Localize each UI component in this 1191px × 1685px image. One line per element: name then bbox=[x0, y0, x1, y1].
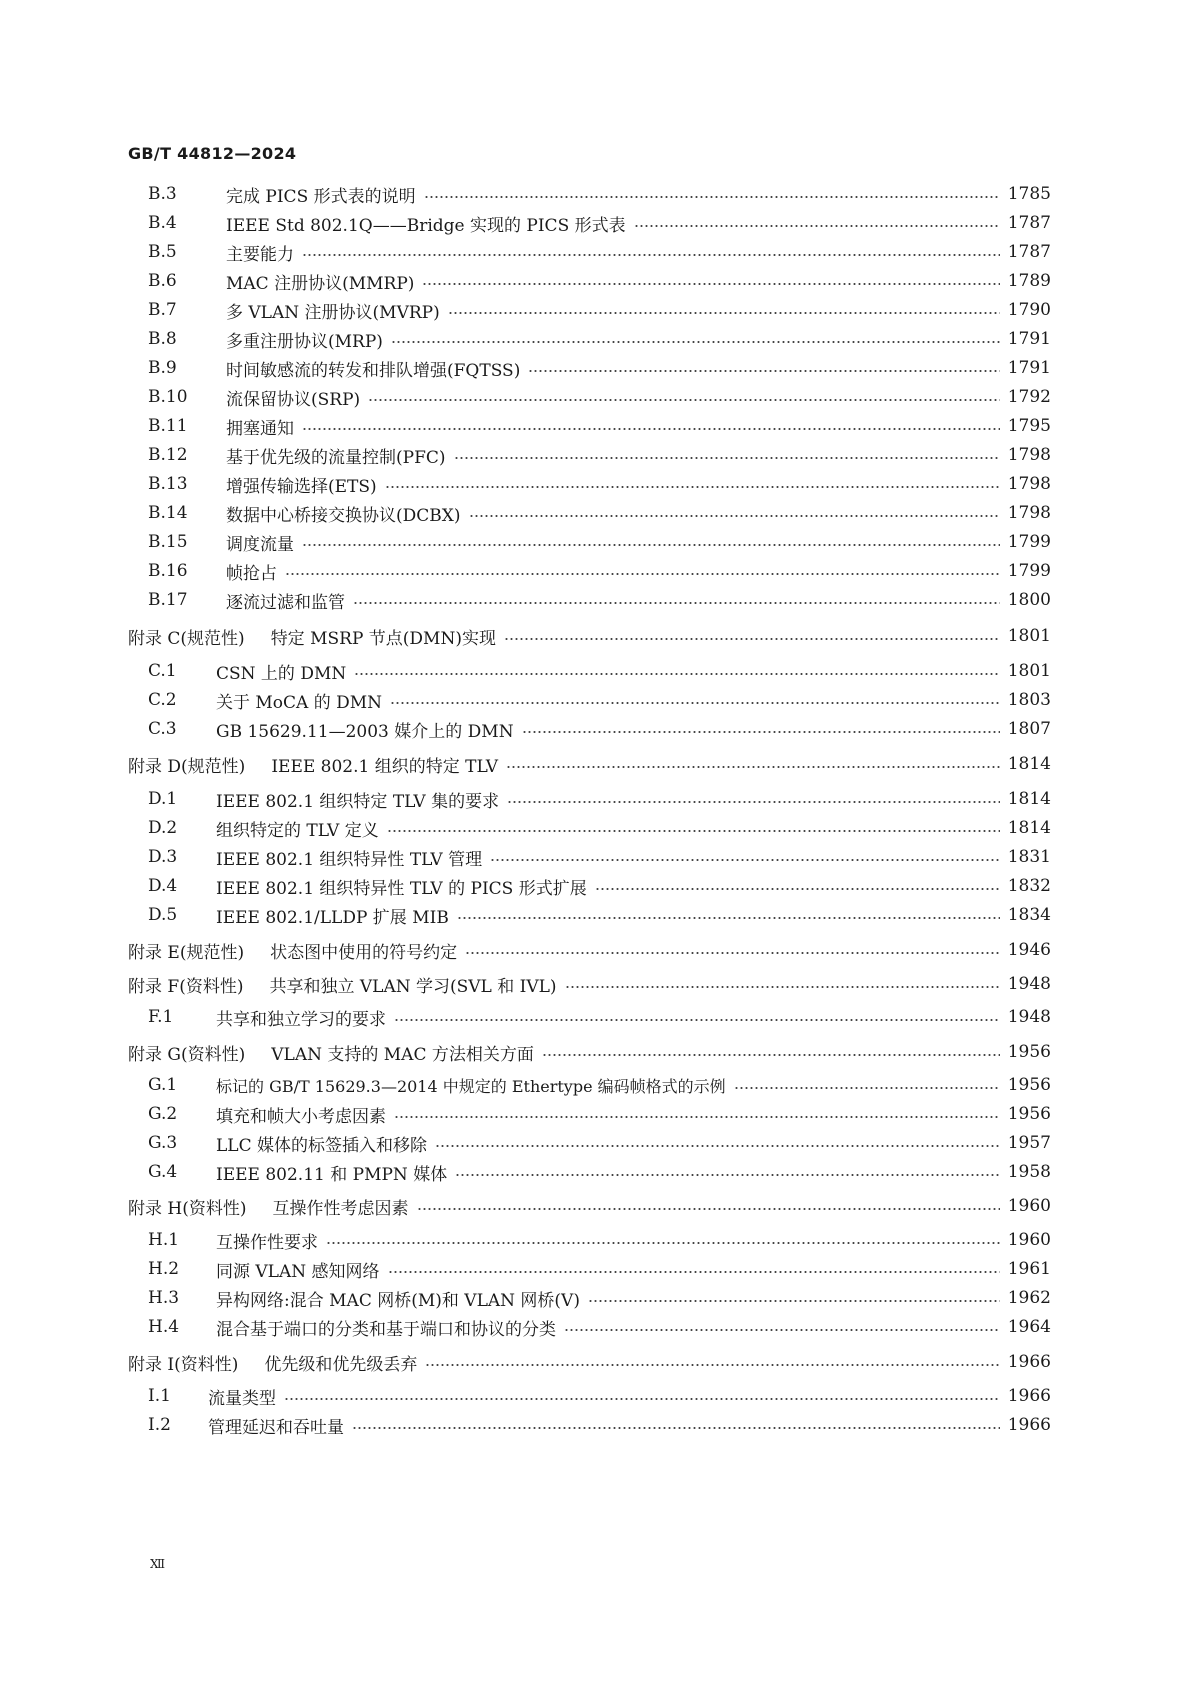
toc-entry[interactable] bbox=[148, 1257, 1051, 1281]
toc-title: 优先级和优先级丢弃 bbox=[264, 1354, 418, 1375]
toc-entry[interactable] bbox=[148, 588, 1051, 612]
toc-label: B.4 bbox=[148, 213, 177, 233]
toc-page: 1961 bbox=[1007, 1259, 1051, 1279]
toc-entry[interactable] bbox=[148, 1073, 1051, 1097]
toc-entry[interactable] bbox=[148, 501, 1051, 525]
toc-page: 1966 bbox=[1007, 1386, 1051, 1406]
toc-page: 1960 bbox=[1007, 1230, 1051, 1250]
dot-leader bbox=[522, 731, 1000, 733]
toc-title: IEEE 802.11 和 PMPN 媒体 bbox=[216, 1164, 448, 1185]
toc-page: 1798 bbox=[1007, 503, 1051, 523]
toc-title: 流量类型 bbox=[208, 1388, 276, 1409]
toc-label: D.1 bbox=[148, 789, 178, 809]
dot-leader bbox=[588, 1300, 1000, 1302]
toc-entry[interactable] bbox=[148, 845, 1051, 869]
dot-leader bbox=[302, 428, 1000, 430]
dot-leader bbox=[455, 1174, 1000, 1176]
dot-leader bbox=[734, 1087, 1000, 1089]
toc-label: D.2 bbox=[148, 818, 178, 838]
toc-page: 1795 bbox=[1007, 416, 1051, 436]
toc-entry[interactable] bbox=[148, 211, 1051, 235]
toc-title: 调度流量 bbox=[226, 534, 294, 555]
toc-page: 1791 bbox=[1007, 329, 1051, 349]
dot-leader bbox=[394, 1019, 1000, 1021]
toc-label: 附录 I(资料性) bbox=[128, 1354, 239, 1375]
toc-entry[interactable] bbox=[148, 559, 1051, 583]
toc-title: IEEE 802.1 组织特异性 TLV 的 PICS 形式扩展 bbox=[216, 878, 587, 899]
toc-title: GB 15629.11—2003 媒介上的 DMN bbox=[216, 721, 514, 742]
toc-entry[interactable] bbox=[148, 1315, 1051, 1339]
dot-leader bbox=[542, 1054, 1000, 1056]
toc-entry[interactable] bbox=[148, 414, 1051, 438]
toc-appendix-entry[interactable] bbox=[128, 752, 1051, 776]
dot-leader bbox=[564, 1329, 1000, 1331]
toc-label: D.5 bbox=[148, 905, 178, 925]
toc-entry[interactable] bbox=[148, 816, 1051, 840]
toc-entry[interactable] bbox=[148, 688, 1051, 712]
toc-page: 1799 bbox=[1007, 561, 1051, 581]
toc-title: 完成 PICS 形式表的说明 bbox=[226, 186, 416, 207]
toc-entry[interactable] bbox=[148, 717, 1051, 741]
dot-leader bbox=[394, 1116, 1000, 1118]
toc-entry[interactable] bbox=[148, 472, 1051, 496]
toc-entry[interactable] bbox=[148, 1286, 1051, 1310]
toc-entry[interactable] bbox=[148, 443, 1051, 467]
toc-title: 数据中心桥接交换协议(DCBX) bbox=[226, 505, 461, 526]
toc-page: 1801 bbox=[1007, 661, 1051, 681]
toc-title: CSN 上的 DMN bbox=[216, 663, 347, 684]
toc-label: D.4 bbox=[148, 876, 178, 896]
dot-leader bbox=[565, 986, 1000, 988]
toc-appendix-entry[interactable] bbox=[128, 972, 1051, 996]
toc-title: IEEE Std 802.1Q——Bridge 实现的 PICS 形式表 bbox=[226, 215, 626, 236]
toc-title: IEEE 802.1/LLDP 扩展 MIB bbox=[216, 907, 449, 928]
toc-page: 1966 bbox=[1007, 1352, 1051, 1372]
toc-entry[interactable] bbox=[148, 356, 1051, 380]
dot-leader bbox=[391, 341, 1000, 343]
dot-leader bbox=[284, 1398, 1000, 1400]
toc-label: I.2 bbox=[148, 1415, 171, 1435]
toc-page: 1956 bbox=[1007, 1042, 1051, 1062]
toc-label: H.2 bbox=[148, 1259, 180, 1279]
toc-entry[interactable] bbox=[148, 659, 1051, 683]
dot-leader bbox=[422, 283, 999, 285]
dot-leader bbox=[457, 917, 1000, 919]
toc-entry[interactable] bbox=[148, 903, 1051, 927]
toc-label: 附录 G(资料性) bbox=[128, 1044, 246, 1065]
toc-page: 1801 bbox=[1007, 626, 1051, 646]
toc-entry[interactable] bbox=[148, 1131, 1051, 1155]
toc-title: 组织特定的 TLV 定义 bbox=[216, 820, 379, 841]
toc-page: 1799 bbox=[1007, 532, 1051, 552]
toc-page: 1814 bbox=[1007, 818, 1051, 838]
dot-leader bbox=[326, 1242, 1000, 1244]
toc-entry[interactable] bbox=[148, 385, 1051, 409]
dot-leader bbox=[435, 1145, 1000, 1147]
toc-title: 互操作性要求 bbox=[216, 1232, 318, 1253]
toc-appendix-entry[interactable] bbox=[128, 1350, 1051, 1374]
toc-title: 共享和独立 VLAN 学习(SVL 和 IVL) bbox=[269, 976, 557, 997]
toc-title: 时间敏感流的转发和排队增强(FQTSS) bbox=[226, 360, 521, 381]
toc-label: D.3 bbox=[148, 847, 178, 867]
toc-title: 基于优先级的流量控制(PFC) bbox=[226, 447, 446, 468]
page-number: Ⅻ bbox=[150, 1557, 166, 1571]
toc-page: 1946 bbox=[1007, 940, 1051, 960]
dot-leader bbox=[368, 399, 1000, 401]
toc-appendix-entry[interactable] bbox=[128, 1040, 1051, 1064]
toc-appendix-entry[interactable] bbox=[128, 1194, 1051, 1218]
toc-title: IEEE 802.1 组织的特定 TLV bbox=[271, 756, 499, 777]
toc-title: VLAN 支持的 MAC 方法相关方面 bbox=[271, 1044, 534, 1065]
dot-leader bbox=[465, 952, 1000, 954]
toc-page: 1962 bbox=[1007, 1288, 1051, 1308]
toc-label: B.14 bbox=[148, 503, 188, 523]
dot-leader bbox=[595, 888, 1000, 890]
toc-entry[interactable] bbox=[148, 787, 1051, 811]
toc-label: B.16 bbox=[148, 561, 188, 581]
toc-label: H.1 bbox=[148, 1230, 180, 1250]
toc-title: 拥塞通知 bbox=[226, 418, 294, 439]
toc-title: 标记的 GB/T 15629.3—2014 中规定的 Ethertype 编码帧格式的示例 bbox=[216, 1076, 726, 1096]
toc-title: 共享和独立学习的要求 bbox=[216, 1009, 386, 1030]
toc-entry[interactable] bbox=[148, 240, 1051, 264]
toc-label: B.8 bbox=[148, 329, 177, 349]
toc-page: 1958 bbox=[1007, 1162, 1051, 1182]
dot-leader bbox=[424, 196, 1000, 198]
dot-leader bbox=[490, 859, 1000, 861]
toc-title: LLC 媒体的标签插入和移除 bbox=[216, 1135, 427, 1156]
toc-label: 附录 E(规范性) bbox=[128, 942, 245, 963]
toc-label: B.13 bbox=[148, 474, 188, 494]
document-code: GB/T 44812—2024 bbox=[128, 144, 297, 163]
toc-page: 1792 bbox=[1007, 387, 1051, 407]
toc-title: 异构网络:混合 MAC 网桥(M)和 VLAN 网桥(V) bbox=[216, 1290, 580, 1311]
dot-leader bbox=[353, 602, 1000, 604]
toc-appendix-entry[interactable] bbox=[128, 624, 1051, 648]
toc-label: G.2 bbox=[148, 1104, 178, 1124]
toc-label: F.1 bbox=[148, 1007, 174, 1027]
toc-page: 1785 bbox=[1007, 184, 1051, 204]
toc-title: 关于 MoCA 的 DMN bbox=[216, 692, 383, 713]
toc-title: 同源 VLAN 感知网络 bbox=[216, 1261, 380, 1282]
dot-leader bbox=[285, 573, 1000, 575]
toc-appendix-entry[interactable] bbox=[128, 938, 1051, 962]
toc-title: 流保留协议(SRP) bbox=[226, 389, 361, 410]
toc-page: 1791 bbox=[1007, 358, 1051, 378]
dot-leader bbox=[352, 1427, 1000, 1429]
toc-label: I.1 bbox=[148, 1386, 171, 1406]
toc-page: 1800 bbox=[1007, 590, 1051, 610]
toc-page: 1948 bbox=[1007, 1007, 1051, 1027]
dot-leader bbox=[385, 486, 1000, 488]
toc-page: 1948 bbox=[1007, 974, 1051, 994]
toc-entry[interactable] bbox=[148, 1228, 1051, 1252]
toc-label: C.2 bbox=[148, 690, 177, 710]
toc-page: 1789 bbox=[1007, 271, 1051, 291]
toc-page: 1832 bbox=[1007, 876, 1051, 896]
toc-label: B.12 bbox=[148, 445, 188, 465]
toc-label: B.5 bbox=[148, 242, 177, 262]
toc-title: 状态图中使用的符号约定 bbox=[270, 942, 458, 963]
toc-title: 混合基于端口的分类和基于端口和协议的分类 bbox=[216, 1319, 556, 1340]
dot-leader bbox=[354, 673, 999, 675]
toc-title: MAC 注册协议(MMRP) bbox=[226, 273, 415, 294]
dot-leader bbox=[390, 702, 1000, 704]
toc-label: 附录 H(资料性) bbox=[128, 1198, 247, 1219]
toc-page: 1787 bbox=[1007, 213, 1051, 233]
dot-leader bbox=[448, 312, 1000, 314]
toc-label: G.4 bbox=[148, 1162, 178, 1182]
toc-page: 1957 bbox=[1007, 1133, 1051, 1153]
toc-label: B.10 bbox=[148, 387, 188, 407]
toc-page: 1956 bbox=[1007, 1075, 1051, 1095]
dot-leader bbox=[454, 457, 1000, 459]
dot-leader bbox=[417, 1208, 1000, 1210]
toc-entry[interactable] bbox=[148, 874, 1051, 898]
dot-leader bbox=[504, 638, 1000, 640]
toc-entry[interactable] bbox=[148, 298, 1051, 322]
toc-title: IEEE 802.1 组织特定 TLV 集的要求 bbox=[216, 791, 500, 812]
toc-page: 1834 bbox=[1007, 905, 1051, 925]
dot-leader bbox=[506, 766, 1000, 768]
toc-title: 互操作性考虑因素 bbox=[272, 1198, 409, 1219]
toc-entry[interactable] bbox=[148, 269, 1051, 293]
toc-page: 1790 bbox=[1007, 300, 1051, 320]
toc-label: 附录 F(资料性) bbox=[128, 976, 244, 997]
toc-page: 1964 bbox=[1007, 1317, 1051, 1337]
toc-label: G.3 bbox=[148, 1133, 178, 1153]
toc-label: 附录 D(规范性) bbox=[128, 756, 246, 777]
dot-leader bbox=[302, 544, 1000, 546]
toc-label: C.3 bbox=[148, 719, 177, 739]
dot-leader bbox=[634, 225, 1000, 227]
toc-page: 1803 bbox=[1007, 690, 1051, 710]
toc-page: 1956 bbox=[1007, 1104, 1051, 1124]
toc-page: 1966 bbox=[1007, 1415, 1051, 1435]
toc-entry[interactable] bbox=[148, 1384, 1051, 1408]
toc-label: B.3 bbox=[148, 184, 177, 204]
toc-label: H.3 bbox=[148, 1288, 180, 1308]
dot-leader bbox=[528, 370, 999, 372]
toc-page: 1831 bbox=[1007, 847, 1051, 867]
toc-entry[interactable] bbox=[148, 1102, 1051, 1126]
toc-title: 多 VLAN 注册协议(MVRP) bbox=[226, 302, 440, 323]
dot-leader bbox=[387, 830, 1000, 832]
toc-title: 逐流过滤和监管 bbox=[226, 592, 345, 613]
toc-entry[interactable] bbox=[148, 1005, 1051, 1029]
toc-label: B.15 bbox=[148, 532, 188, 552]
toc-page: 1807 bbox=[1007, 719, 1051, 739]
dot-leader bbox=[302, 254, 1000, 256]
toc-title: 管理延迟和吞吐量 bbox=[208, 1417, 344, 1438]
toc-label: B.7 bbox=[148, 300, 177, 320]
toc-page: 1787 bbox=[1007, 242, 1051, 262]
toc-label: B.11 bbox=[148, 416, 188, 436]
toc-entry[interactable] bbox=[148, 182, 1051, 206]
toc-label: B.17 bbox=[148, 590, 188, 610]
toc-page: 1814 bbox=[1007, 754, 1051, 774]
toc-title: IEEE 802.1 组织特异性 TLV 管理 bbox=[216, 849, 483, 870]
toc-title: 帧抢占 bbox=[226, 563, 277, 584]
dot-leader bbox=[425, 1364, 999, 1366]
toc-entry[interactable] bbox=[148, 327, 1051, 351]
toc-title: 主要能力 bbox=[226, 244, 294, 265]
dot-leader bbox=[388, 1271, 1000, 1273]
toc-label: B.9 bbox=[148, 358, 177, 378]
toc-label: C.1 bbox=[148, 661, 177, 681]
dot-leader bbox=[469, 515, 1000, 517]
toc-title: 特定 MSRP 节点(DMN)实现 bbox=[270, 628, 496, 649]
toc-entry[interactable] bbox=[148, 1413, 1051, 1437]
toc-page: 1798 bbox=[1007, 474, 1051, 494]
toc-label: G.1 bbox=[148, 1075, 178, 1095]
toc-label: B.6 bbox=[148, 271, 177, 291]
toc-label: H.4 bbox=[148, 1317, 180, 1337]
dot-leader bbox=[507, 801, 1000, 803]
toc-entry[interactable] bbox=[148, 530, 1051, 554]
toc-title: 增强传输选择(ETS) bbox=[226, 476, 377, 497]
toc-page: 1814 bbox=[1007, 789, 1051, 809]
toc-page: 1960 bbox=[1007, 1196, 1051, 1216]
toc-label: 附录 C(规范性) bbox=[128, 628, 245, 649]
toc-entry[interactable] bbox=[148, 1160, 1051, 1184]
toc-title: 多重注册协议(MRP) bbox=[226, 331, 383, 352]
toc-title: 填充和帧大小考虑因素 bbox=[216, 1106, 386, 1127]
toc-page: 1798 bbox=[1007, 445, 1051, 465]
